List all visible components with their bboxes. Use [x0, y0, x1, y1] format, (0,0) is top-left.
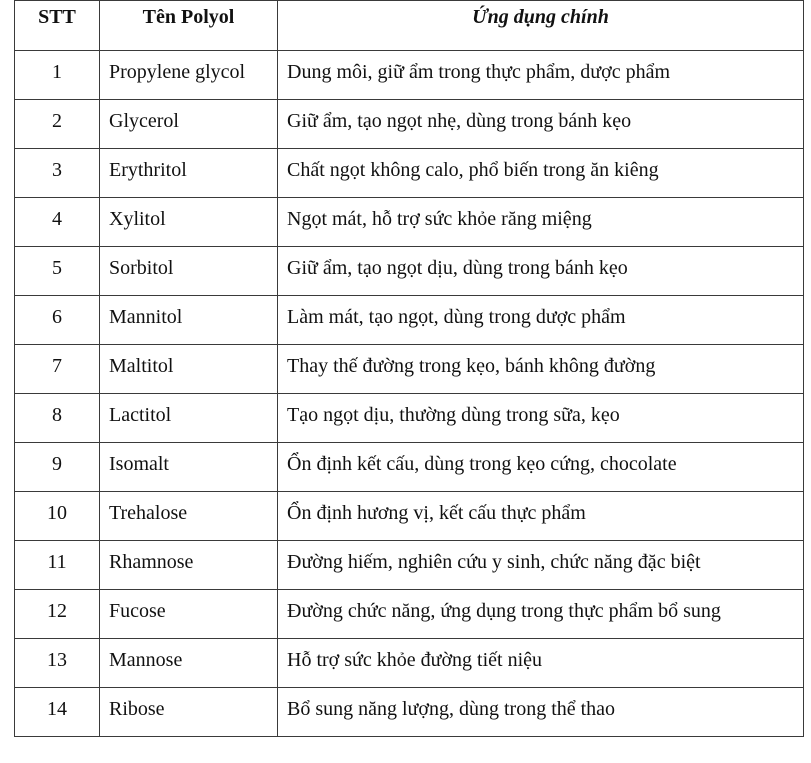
cell-stt: 2: [15, 100, 100, 149]
table-row: [15, 639, 804, 688]
cell-stt: 7: [15, 345, 100, 394]
cell-main-application: Đường chức năng, ứng dụng trong thực phẩm bổ sung: [278, 590, 804, 639]
table-row: [15, 590, 804, 639]
cell-main-application: Bổ sung năng lượng, dùng trong thể thao: [278, 688, 804, 737]
table-row: [15, 492, 804, 541]
cell-polyol-name: Trehalose: [100, 492, 278, 541]
cell-main-application: Chất ngọt không calo, phổ biến trong ăn kiêng: [278, 149, 804, 198]
cell-stt: 8: [15, 394, 100, 443]
cell-polyol-name: Glycerol: [100, 100, 278, 149]
cell-stt: 13: [15, 639, 100, 688]
cell-stt: 9: [15, 443, 100, 492]
cell-main-application: Làm mát, tạo ngọt, dùng trong dược phẩm: [278, 296, 804, 345]
cell-stt: 10: [15, 492, 100, 541]
cell-stt: 4: [15, 198, 100, 247]
cell-main-application: Đường hiếm, nghiên cứu y sinh, chức năng đặc biệt: [278, 541, 804, 590]
cell-polyol-name: Xylitol: [100, 198, 278, 247]
table-row: [15, 51, 804, 100]
cell-main-application: Giữ ẩm, tạo ngọt dịu, dùng trong bánh kẹo: [278, 247, 804, 296]
cell-stt: 3: [15, 149, 100, 198]
cell-polyol-name: Erythritol: [100, 149, 278, 198]
cell-main-application: Ổn định kết cấu, dùng trong kẹo cứng, chocolate: [278, 443, 804, 492]
table-row: [15, 149, 804, 198]
cell-stt: 1: [15, 51, 100, 100]
cell-polyol-name: Rhamnose: [100, 541, 278, 590]
table-row: [15, 394, 804, 443]
cell-polyol-name: Fucose: [100, 590, 278, 639]
cell-main-application: Ngọt mát, hỗ trợ sức khỏe răng miệng: [278, 198, 804, 247]
cell-stt: 5: [15, 247, 100, 296]
cell-polyol-name: Mannose: [100, 639, 278, 688]
cell-polyol-name: Ribose: [100, 688, 278, 737]
header-stt: STT: [15, 1, 100, 51]
table-row: [15, 247, 804, 296]
cell-polyol-name: Sorbitol: [100, 247, 278, 296]
cell-stt: 14: [15, 688, 100, 737]
table-row: [15, 688, 804, 737]
cell-main-application: Dung môi, giữ ẩm trong thực phẩm, dược phẩm: [278, 51, 804, 100]
cell-main-application: Hỗ trợ sức khỏe đường tiết niệu: [278, 639, 804, 688]
cell-main-application: Ổn định hương vị, kết cấu thực phẩm: [278, 492, 804, 541]
header-polyol-name: Tên Polyol: [100, 1, 278, 51]
cell-polyol-name: Mannitol: [100, 296, 278, 345]
cell-main-application: Thay thế đường trong kẹo, bánh không đường: [278, 345, 804, 394]
cell-polyol-name: Lactitol: [100, 394, 278, 443]
cell-stt: 12: [15, 590, 100, 639]
cell-polyol-name: Maltitol: [100, 345, 278, 394]
cell-main-application: Giữ ẩm, tạo ngọt nhẹ, dùng trong bánh kẹo: [278, 100, 804, 149]
table-row: [15, 296, 804, 345]
cell-main-application: Tạo ngọt dịu, thường dùng trong sữa, kẹo: [278, 394, 804, 443]
table-header: [15, 1, 804, 51]
cell-polyol-name: Propylene glycol: [100, 51, 278, 100]
table-row: [15, 443, 804, 492]
cell-stt: 11: [15, 541, 100, 590]
table-row: [15, 541, 804, 590]
cell-stt: 6: [15, 296, 100, 345]
polyol-table: [14, 0, 804, 737]
table-row: [15, 345, 804, 394]
header-main-application: Ứng dụng chính: [278, 1, 804, 51]
header-row: [15, 1, 804, 51]
table-row: [15, 198, 804, 247]
table-body: [15, 51, 804, 737]
table-row: [15, 100, 804, 149]
cell-polyol-name: Isomalt: [100, 443, 278, 492]
